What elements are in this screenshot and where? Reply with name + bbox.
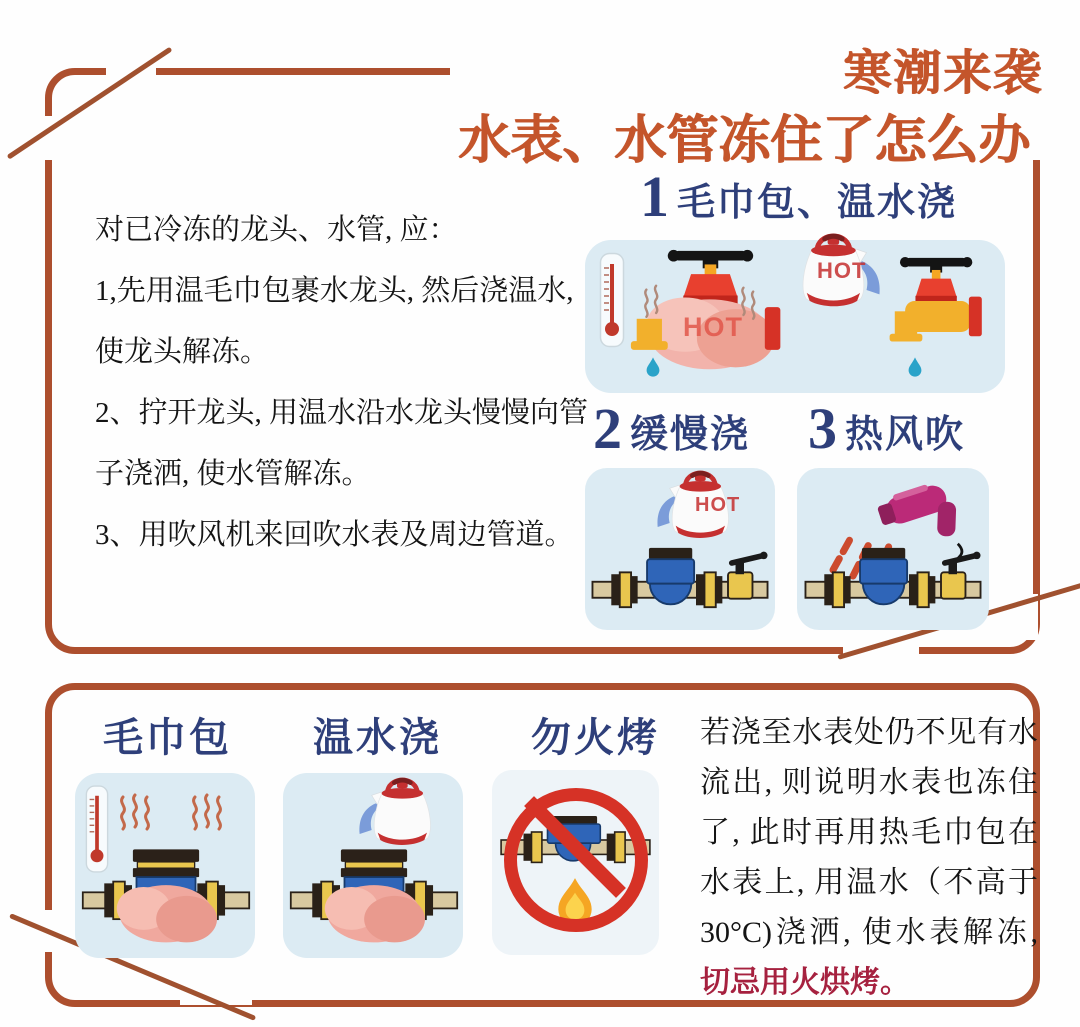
- water-drop-icon: [907, 356, 923, 378]
- instruction-line: 3、用吹风机来回吹水表及周边管道。: [95, 519, 574, 551]
- step-label: 热风吹: [845, 414, 966, 456]
- meter-frozen-note: [700, 708, 1038, 1008]
- instruction-line: 1,先用温毛巾包裹水龙头, 然后浇温水,: [95, 275, 574, 307]
- step-1-heading: [640, 164, 958, 229]
- prohibition-circle-icon: [504, 788, 648, 932]
- hot-label: HOT: [817, 258, 867, 283]
- instruction-line: 对已冷冻的龙头、水管, 应：: [95, 214, 458, 246]
- faucet-icon: [881, 254, 993, 354]
- step-number: 3: [808, 396, 837, 461]
- steam-icon: [187, 793, 227, 839]
- hot-label: HOT: [683, 312, 743, 342]
- water-meter-icon: [589, 546, 771, 626]
- note-plain-text: 若浇至水表处仍不见有水流出, 则说明水表也冻住了, 此时再用热毛巾包在水表上, 用温水（不高于30°C)浇洒, 使水表解冻,: [700, 716, 1038, 949]
- panel-warm-water: [283, 773, 463, 958]
- bottom-step-label-nofire: 勿火烤: [531, 716, 660, 760]
- panel-no-fire: [492, 770, 659, 955]
- water-meter-wrapped-icon: [289, 845, 459, 945]
- page-title: 寒潮来袭: [843, 47, 1044, 100]
- instruction-list: [95, 200, 589, 566]
- step-3-heading: [808, 396, 966, 461]
- hot-label: HOT: [695, 494, 741, 516]
- instruction-line: 2、拧开龙头, 用温水沿水龙头慢慢向管: [95, 397, 589, 429]
- step-label: 缓慢浇: [630, 414, 751, 456]
- steam-icon: [115, 793, 155, 839]
- instruction-line: 子浇洒, 使水管解冻。: [95, 458, 371, 490]
- bottom-step-label-water: 温水浇: [313, 716, 442, 760]
- water-meter-icon: [802, 546, 984, 626]
- panel-hair-dryer: [797, 468, 989, 630]
- water-meter-wrapped-icon: [81, 845, 251, 945]
- step-number: 1: [640, 164, 669, 229]
- panel-slow-pour: [585, 468, 775, 630]
- panel-faucet-thaw: [585, 240, 1005, 393]
- panel-towel-wrap: [75, 773, 255, 958]
- bottom-step-label-towel: 毛巾包: [103, 716, 232, 760]
- thermometer-icon: [599, 252, 625, 348]
- step-number: 2: [593, 396, 622, 461]
- step-2-heading: [593, 396, 751, 461]
- page-subtitle: 水表、水管冻住了怎么办: [458, 112, 1031, 170]
- step-label: 毛巾包、温水浇: [677, 182, 958, 224]
- water-drop-icon: [645, 356, 661, 378]
- note-warning-text: 切忌用火烘烤。: [700, 966, 910, 999]
- instruction-line: 使龙头解冻。: [95, 336, 270, 368]
